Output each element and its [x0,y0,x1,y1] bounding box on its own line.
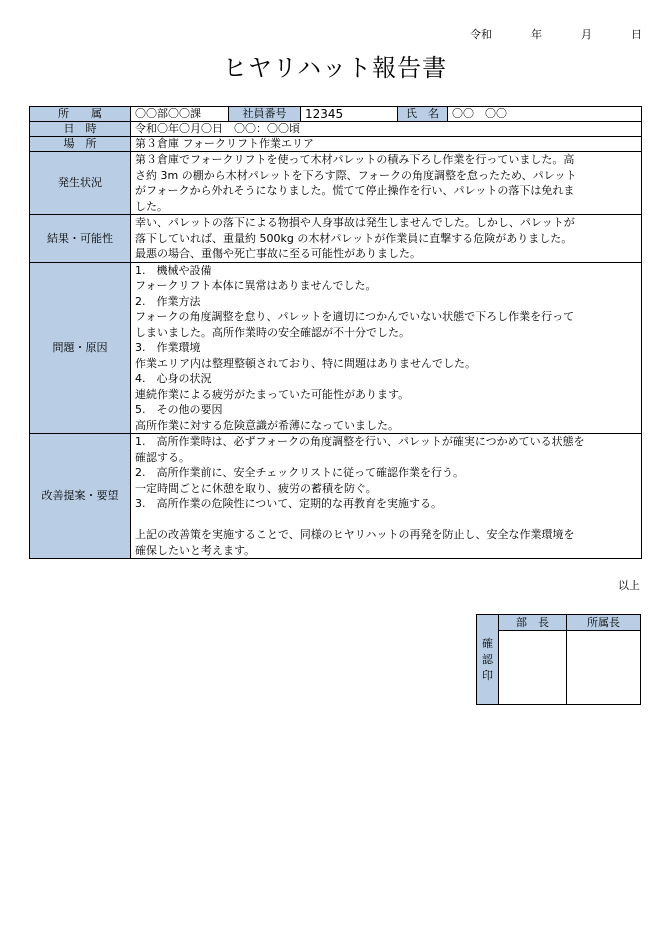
cause-line: 2. 作業方法 [135,294,201,308]
situation-line: がフォークから外れそうになりました。慌てて停止操作を行い、パレットの落下は免れま [135,184,575,197]
cause-label: 問題・原因 [30,262,131,434]
employee-no-value: 12345 [301,107,398,122]
end-mark: 以上 [618,579,640,592]
manager-stamp-area [499,631,567,705]
cause-line: 作業エリア内は整理整頓されており、特に問題はありませんでした。 [135,356,476,370]
cause-line: 5. その他の要因 [135,403,223,416]
situation-line: 第３倉庫でフォークリフトを使って木材パレットの積み下ろし作業を行っていました。高 [135,153,575,166]
datetime-label: 日 時 [30,122,131,137]
name-value: 〇〇 〇〇 [448,107,642,122]
row-place [30,137,642,152]
situation-text [131,152,642,215]
result-label: 結果・可能性 [30,215,131,263]
proposal-line: 一定時間ごとに休憩を取り、疲労の蓄積を防ぐ。 [135,481,377,495]
row-cause [30,262,642,434]
proposal-line: 1. 高所作業時は、必ずフォークの角度調整を行い、パレットが確実につかめている状態を [135,435,585,448]
row-result [30,215,642,263]
place-label: 場 所 [30,137,131,152]
confirm-stamp-label [477,615,499,705]
employee-no-label: 社員番号 [229,107,301,122]
result-line: 最悪の場合、重傷や死亡事故に至る可能性がありました。 [135,247,421,260]
cause-line: 4. 心身の状況 [135,372,212,385]
report-table [29,106,642,559]
stamp-header-row [477,615,641,631]
confirm-char: 認 [482,652,493,666]
situation-line: した。 [135,199,168,213]
situation-line: さ約 3m の棚から木材パレットを下ろす際、フォークの角度調整を怠ったため、パレット [135,168,577,182]
manager-header: 部 長 [499,615,567,631]
row-department [30,107,642,122]
cause-line: しまいました。高所作業時の安全確認が不十分でした。 [135,325,410,339]
cause-line: 3. 作業環境 [135,341,201,354]
name-label: 氏 名 [398,107,448,122]
cause-line: フォークの角度調整を怠り、パレットを適切につかんでいない状態で下ろし作業を行って [135,310,575,323]
confirm-char: 印 [482,668,493,682]
proposal-line: 確認する。 [135,450,190,464]
page-title: ヒヤリハット報告書 [222,54,448,82]
proposal-label: 改善提案・要望 [30,434,131,559]
approval-stamp-box [476,614,641,705]
cause-line: 高所作業に対する危険意識が希薄になっていました。 [135,418,399,432]
row-proposal [30,434,642,559]
cause-text [131,262,642,434]
date-day: 日 [631,28,642,41]
date-line [470,26,642,42]
result-line: 幸い、パレットの落下による物損や人身事故は発生しませんでした。しかし、パレットが [135,216,575,229]
cause-line: フォークリフト本体に異常はありませんでした。 [135,279,377,292]
proposal-line: 2. 高所作業前に、安全チェックリストに従って確認作業を行う。 [135,466,464,479]
proposal-closing-line: 上記の改善策を実施することで、同様のヒヤリハットの再発を防止し、安全な作業環境を [135,528,575,541]
cause-line: 1. 機械や設備 [135,263,212,277]
place-value: 第３倉庫 フォークリフト作業エリア [131,137,642,152]
director-header: 所属長 [567,615,641,631]
date-month: 月 [581,28,592,41]
stamp-body-row [477,631,641,705]
cause-line: 連続作業による疲労がたまっていた可能性があります。 [135,387,410,401]
datetime-value: 令和〇年〇月〇日 〇〇：〇〇頃 [131,122,642,137]
row-situation [30,152,642,215]
date-era: 令和 [470,28,492,41]
situation-label: 発生状況 [30,152,131,215]
dept-label: 所 属 [30,107,131,122]
result-line: 落下していれば、重量約 500kg の木材パレットが作業員に直撃する危険がありました。 [135,231,573,245]
proposal-line: 3. 高所作業の危険性について、定期的な再教育を実施する。 [135,497,443,510]
date-year: 年 [531,28,542,41]
proposal-spacer [135,512,637,528]
dept-value: 〇〇部〇〇課 [131,107,229,122]
director-stamp-area [567,631,641,705]
confirm-char: 確 [482,636,493,650]
row-datetime [30,122,642,137]
proposal-text [131,434,642,559]
result-text [131,215,642,263]
proposal-closing-line: 確保したいと考えます。 [135,543,256,557]
